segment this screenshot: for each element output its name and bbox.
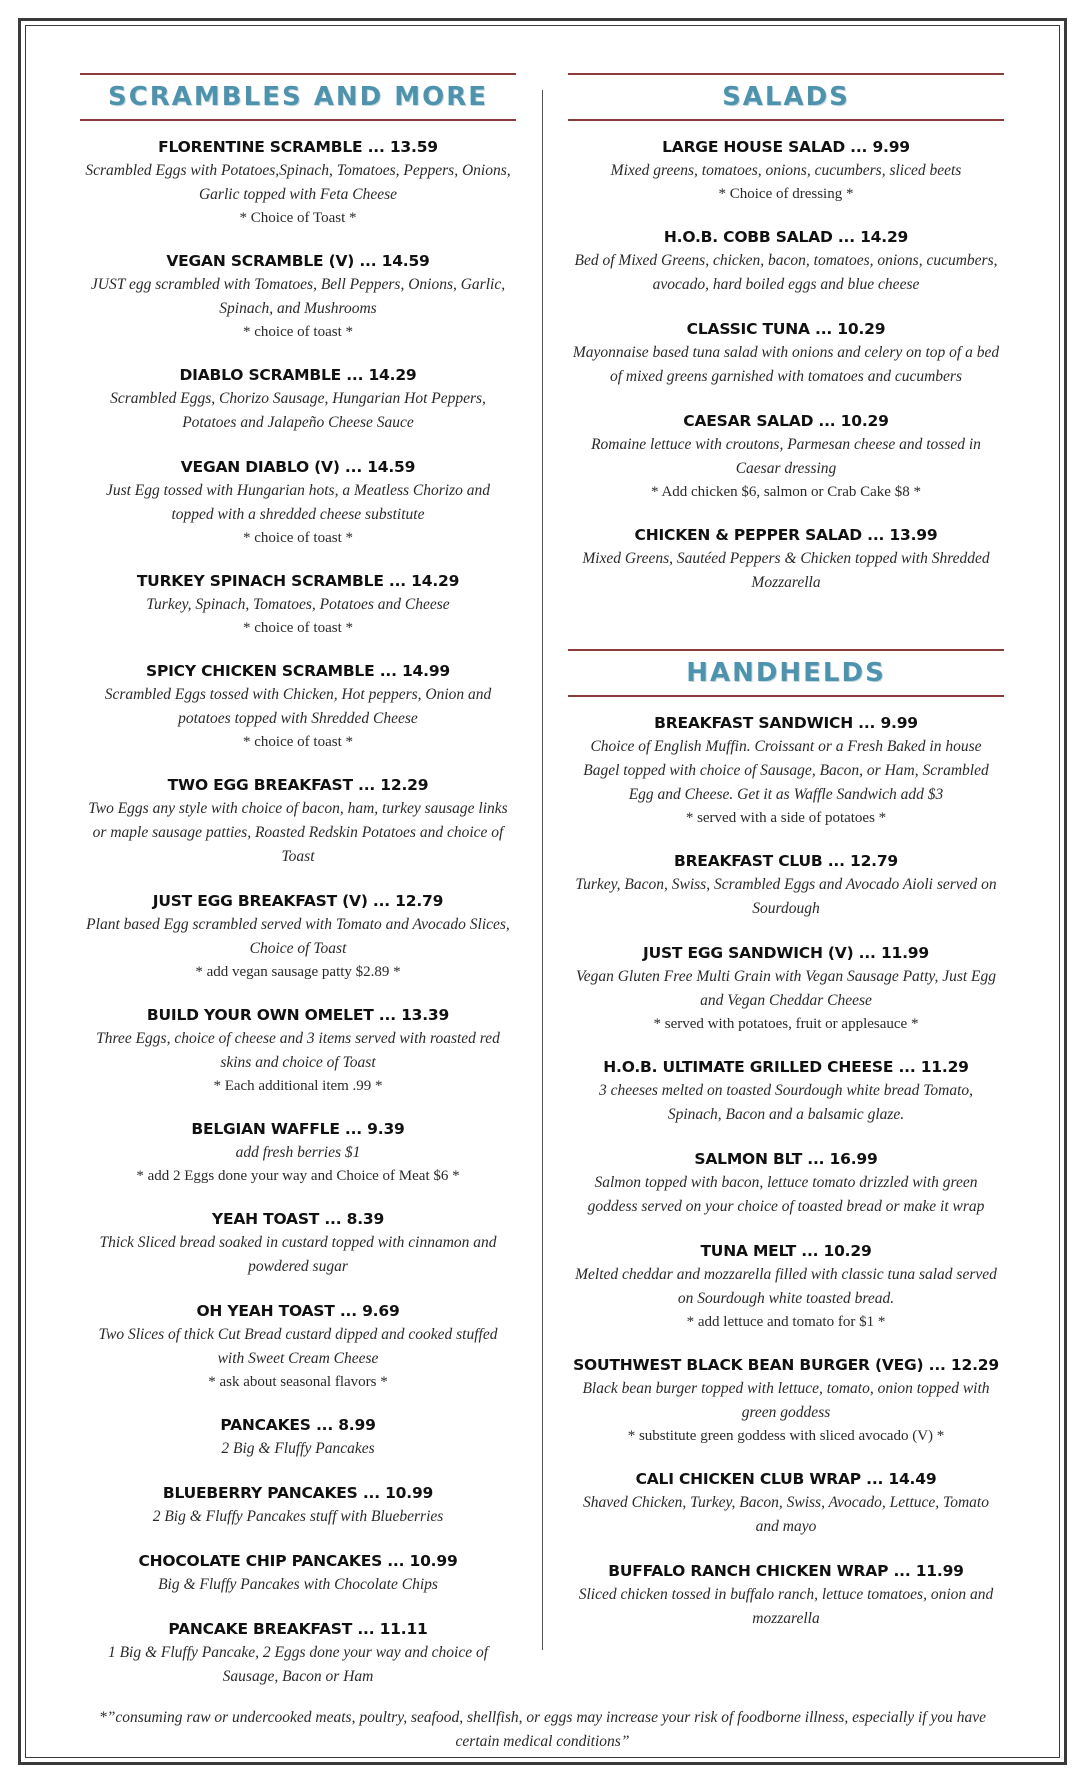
menu-item-name: JUST EGG SANDWICH (V) ... 11.99 [643,944,929,962]
menu-item [568,1147,1004,1219]
menu-item-name: TWO EGG BREAKFAST ... 12.29 [167,776,429,794]
menu-item-note: * add 2 Eggs done your way and Choice of Meat $6 * [136,1168,460,1184]
menu-item-description: Plant based Egg scrambled served with Tomato and Avocado Slices, Choice of Toast [86,916,510,957]
menu-item [568,711,1004,829]
menu-item [568,1467,1004,1539]
menu-item-name: SALMON BLT ... 16.99 [694,1150,878,1168]
menu-item [568,1559,1004,1631]
menu-item-name: TUNA MELT ... 10.29 [700,1242,872,1260]
menu-item [80,249,516,343]
menu-item-description: Three Eggs, choice of cheese and 3 items served with roasted red skins and choice of Toast [96,1030,500,1071]
menu-item [568,317,1004,389]
menu-item-note: * choice of toast * [243,530,353,546]
menu-item [80,1617,516,1689]
menu-item [568,135,1004,205]
menu-item-name: BREAKFAST SANDWICH ... 9.99 [654,714,918,732]
section-title-scrambles: SCRAMBLES AND MORE [107,82,489,112]
menu-item-note: * Each additional item .99 * [213,1078,383,1094]
menu-item [80,363,516,435]
menu-item-description: Choice of English Muffin. Croissant or a Fresh Baked in house Bagel topped with choice of Sausage, Bacon, or Ham, Scrambled Egg and Cheese. Get it as Waffle Sandwich add $3 [583,738,989,803]
menu-item-description: Scrambled Eggs with Potatoes,Spinach, Tomatoes, Peppers, Onions, Garlic topped with Feta Cheese [85,162,511,203]
menu-item [80,455,516,549]
handhelds-header [568,649,1004,697]
menu-item-description: Mixed Greens, Sautéed Peppers & Chicken topped with Shredded Mozzarella [582,550,990,591]
menu-item [80,773,516,869]
menu-item-name: H.O.B. ULTIMATE GRILLED CHEESE ... 11.29 [603,1058,969,1076]
scrambles-header [80,73,516,121]
menu-item-description: 3 cheeses melted on toasted Sourdough white bread Tomato, Spinach, Bacon and a balsamic glaze. [598,1082,974,1123]
menu-item-note: * ask about seasonal flavors * [208,1374,388,1390]
menu-item [568,523,1004,595]
menu-item-note: * add lettuce and tomato for $1 * [686,1314,886,1330]
menu-item-description: 2 Big & Fluffy Pancakes [221,1440,375,1457]
menu-item-description: Two Slices of thick Cut Bread custard dipped and cooked stuffed with Sweet Cream Cheese [98,1326,498,1367]
menu-item-name: SOUTHWEST BLACK BEAN BURGER (VEG) ... 12.29 [573,1356,999,1374]
menu-item-description: Shaved Chicken, Turkey, Bacon, Swiss, Avocado, Lettuce, Tomato and mayo [583,1494,989,1535]
menu-item-note: * served with a side of potatoes * [685,810,887,826]
menu-item-name: VEGAN DIABLO (V) ... 14.59 [180,458,416,476]
menu-item [80,1299,516,1393]
right-column [568,73,1004,1651]
menu-item-name: CHOCOLATE CHIP PANCAKES ... 10.99 [138,1552,458,1570]
menu-item-name: PANCAKES ... 8.99 [220,1416,376,1434]
menu-item-description: add fresh berries $1 [235,1144,361,1161]
menu-item-name: CHICKEN & PEPPER SALAD ... 13.99 [634,526,938,544]
menu-item-description: JUST egg scrambled with Tomatoes, Bell Peppers, Onions, Garlic, Spinach, and Mushrooms [90,276,506,317]
menu-item [80,1549,516,1597]
section-gap [568,615,1004,649]
menu-item-description: Salmon topped with bacon, lettuce tomato drizzled with green goddess served on your choice of toasted bread or make it wrap [587,1174,985,1215]
menu-item-name: BREAKFAST CLUB ... 12.79 [673,852,899,870]
menu-item [568,941,1004,1035]
menu-item [568,1055,1004,1127]
salads-list [568,135,1004,595]
handhelds-list [568,711,1004,1631]
food-safety-disclaimer: *”consuming raw or undercooked meats, poultry, seafood, shellfish, or eggs may increase your risk of foodborne illness, especially if you have certain medical conditions” [99,1709,986,1750]
menu-item-name: VEGAN SCRAMBLE (V) ... 14.59 [166,252,430,270]
menu-item-description: Mixed greens, tomatoes, onions, cucumbers, sliced beets [610,162,962,179]
menu-item-description: Turkey, Spinach, Tomatoes, Potatoes and Cheese [146,596,450,613]
menu-item-description: Sliced chicken tossed in buffalo ranch, lettuce tomatoes, onion and mozzarella [578,1586,994,1627]
menu-item [80,659,516,753]
menu-item-description: Black bean burger topped with lettuce, tomato, onion topped with green goddess [582,1380,990,1421]
menu-item-name: BLUEBERRY PANCAKES ... 10.99 [162,1484,434,1502]
menu-item-description: Two Eggs any style with choice of bacon, ham, turkey sausage links or maple sausage patties, Roasted Redskin Potatoes and choice of Toast [88,800,508,865]
menu-item-name: CALI CHICKEN CLUB WRAP ... 14.49 [635,1470,937,1488]
menu-item [80,889,516,983]
left-column [80,73,516,1709]
menu-item-description: Vegan Gluten Free Multi Grain with Vegan Sausage Patty, Just Egg and Vegan Cheddar Cheese [575,968,997,1009]
menu-item-description: Thick Sliced bread soaked in custard topped with cinnamon and powdered sugar [99,1234,497,1275]
section-title-salads: SALADS [722,82,850,112]
menu-item-name: CAESAR SALAD ... 10.29 [683,412,889,430]
column-divider [542,90,543,1650]
menu-item-name: H.O.B. COBB SALAD ... 14.29 [663,228,909,246]
menu-item-name: PANCAKE BREAKFAST ... 11.11 [168,1620,428,1638]
menu-item-name: BUILD YOUR OWN OMELET ... 13.39 [146,1006,450,1024]
menu-item-description: Turkey, Bacon, Swiss, Scrambled Eggs and Avocado Aioli served on Sourdough [575,876,997,917]
menu-item-name: LARGE HOUSE SALAD ... 9.99 [662,138,910,156]
menu-item [80,1481,516,1529]
menu-item-note: * Add chicken $6, salmon or Crab Cake $8 * [651,484,921,500]
menu-item-description: Big & Fluffy Pancakes with Chocolate Chips [158,1576,438,1593]
menu-item-note: * add vegan sausage patty $2.89 * [195,964,401,980]
section-title-handhelds: HANDHELDS [686,658,886,688]
menu-item [80,1003,516,1097]
menu-item [568,225,1004,297]
menu-item-name: BUFFALO RANCH CHICKEN WRAP ... 11.99 [608,1562,964,1580]
menu-item-name: JUST EGG BREAKFAST (V) ... 12.79 [152,892,444,910]
menu-item-name: YEAH TOAST ... 8.39 [211,1210,385,1228]
menu-item [80,135,516,229]
menu-item-name: SPICY CHICKEN SCRAMBLE ... 14.99 [145,662,450,680]
menu-item-name: CLASSIC TUNA ... 10.29 [686,320,886,338]
menu-item-name: OH YEAH TOAST ... 9.69 [196,1302,400,1320]
menu-item [568,409,1004,503]
menu-item-note: * served with potatoes, fruit or applesauce * [653,1016,919,1032]
menu-item-note: * Choice of dressing * [718,186,854,202]
menu-item-note: * choice of toast * [243,620,353,636]
menu-item [568,1353,1004,1447]
menu-item [568,1239,1004,1333]
menu-item [80,1117,516,1187]
menu-item [80,1413,516,1461]
menu-item [568,849,1004,921]
menu-item-description: 2 Big & Fluffy Pancakes stuff with Blueberries [152,1508,444,1525]
scrambles-list [80,135,516,1689]
menu-item-note: * choice of toast * [243,324,353,340]
menu-item [80,1207,516,1279]
menu-item-note: * substitute green goddess with sliced avocado (V) * [627,1428,945,1444]
salads-header [568,73,1004,121]
menu-item-description: 1 Big & Fluffy Pancake, 2 Eggs done your way and choice of Sausage, Bacon or Ham [107,1644,489,1685]
menu-item-description: Bed of Mixed Greens, chicken, bacon, tomatoes, onions, cucumbers, avocado, hard boiled eggs and blue cheese [574,252,998,293]
menu-item-name: FLORENTINE SCRAMBLE ... 13.59 [158,138,438,156]
menu-item-description: Melted cheddar and mozzarella filled with classic tuna salad served on Sourdough white toasted bread. [575,1266,997,1307]
menu-item [80,569,516,639]
menu-item-note: * choice of toast * [243,734,353,750]
menu-item-description: Scrambled Eggs tossed with Chicken, Hot peppers, Onion and potatoes topped with Shredded Cheese [104,686,492,727]
menu-item-name: DIABLO SCRAMBLE ... 14.29 [179,366,417,384]
menu-item-note: * Choice of Toast * [239,210,357,226]
menu-item-description: Mayonnaise based tuna salad with onions and celery on top of a bed of mixed greens garnished with tomatoes and cucumbers [572,344,1000,385]
menu-item-name: TURKEY SPINACH SCRAMBLE ... 14.29 [136,572,460,590]
menu-item-description: Romaine lettuce with croutons, Parmesan cheese and tossed in Caesar dressing [591,436,981,477]
menu-item-name: BELGIAN WAFFLE ... 9.39 [191,1120,405,1138]
menu-item-description: Just Egg tossed with Hungarian hots, a Meatless Chorizo and topped with a shredded cheese substitute [105,482,491,523]
menu-item-description: Scrambled Eggs, Chorizo Sausage, Hungarian Hot Peppers, Potatoes and Jalapeño Cheese Sauce [110,390,486,431]
